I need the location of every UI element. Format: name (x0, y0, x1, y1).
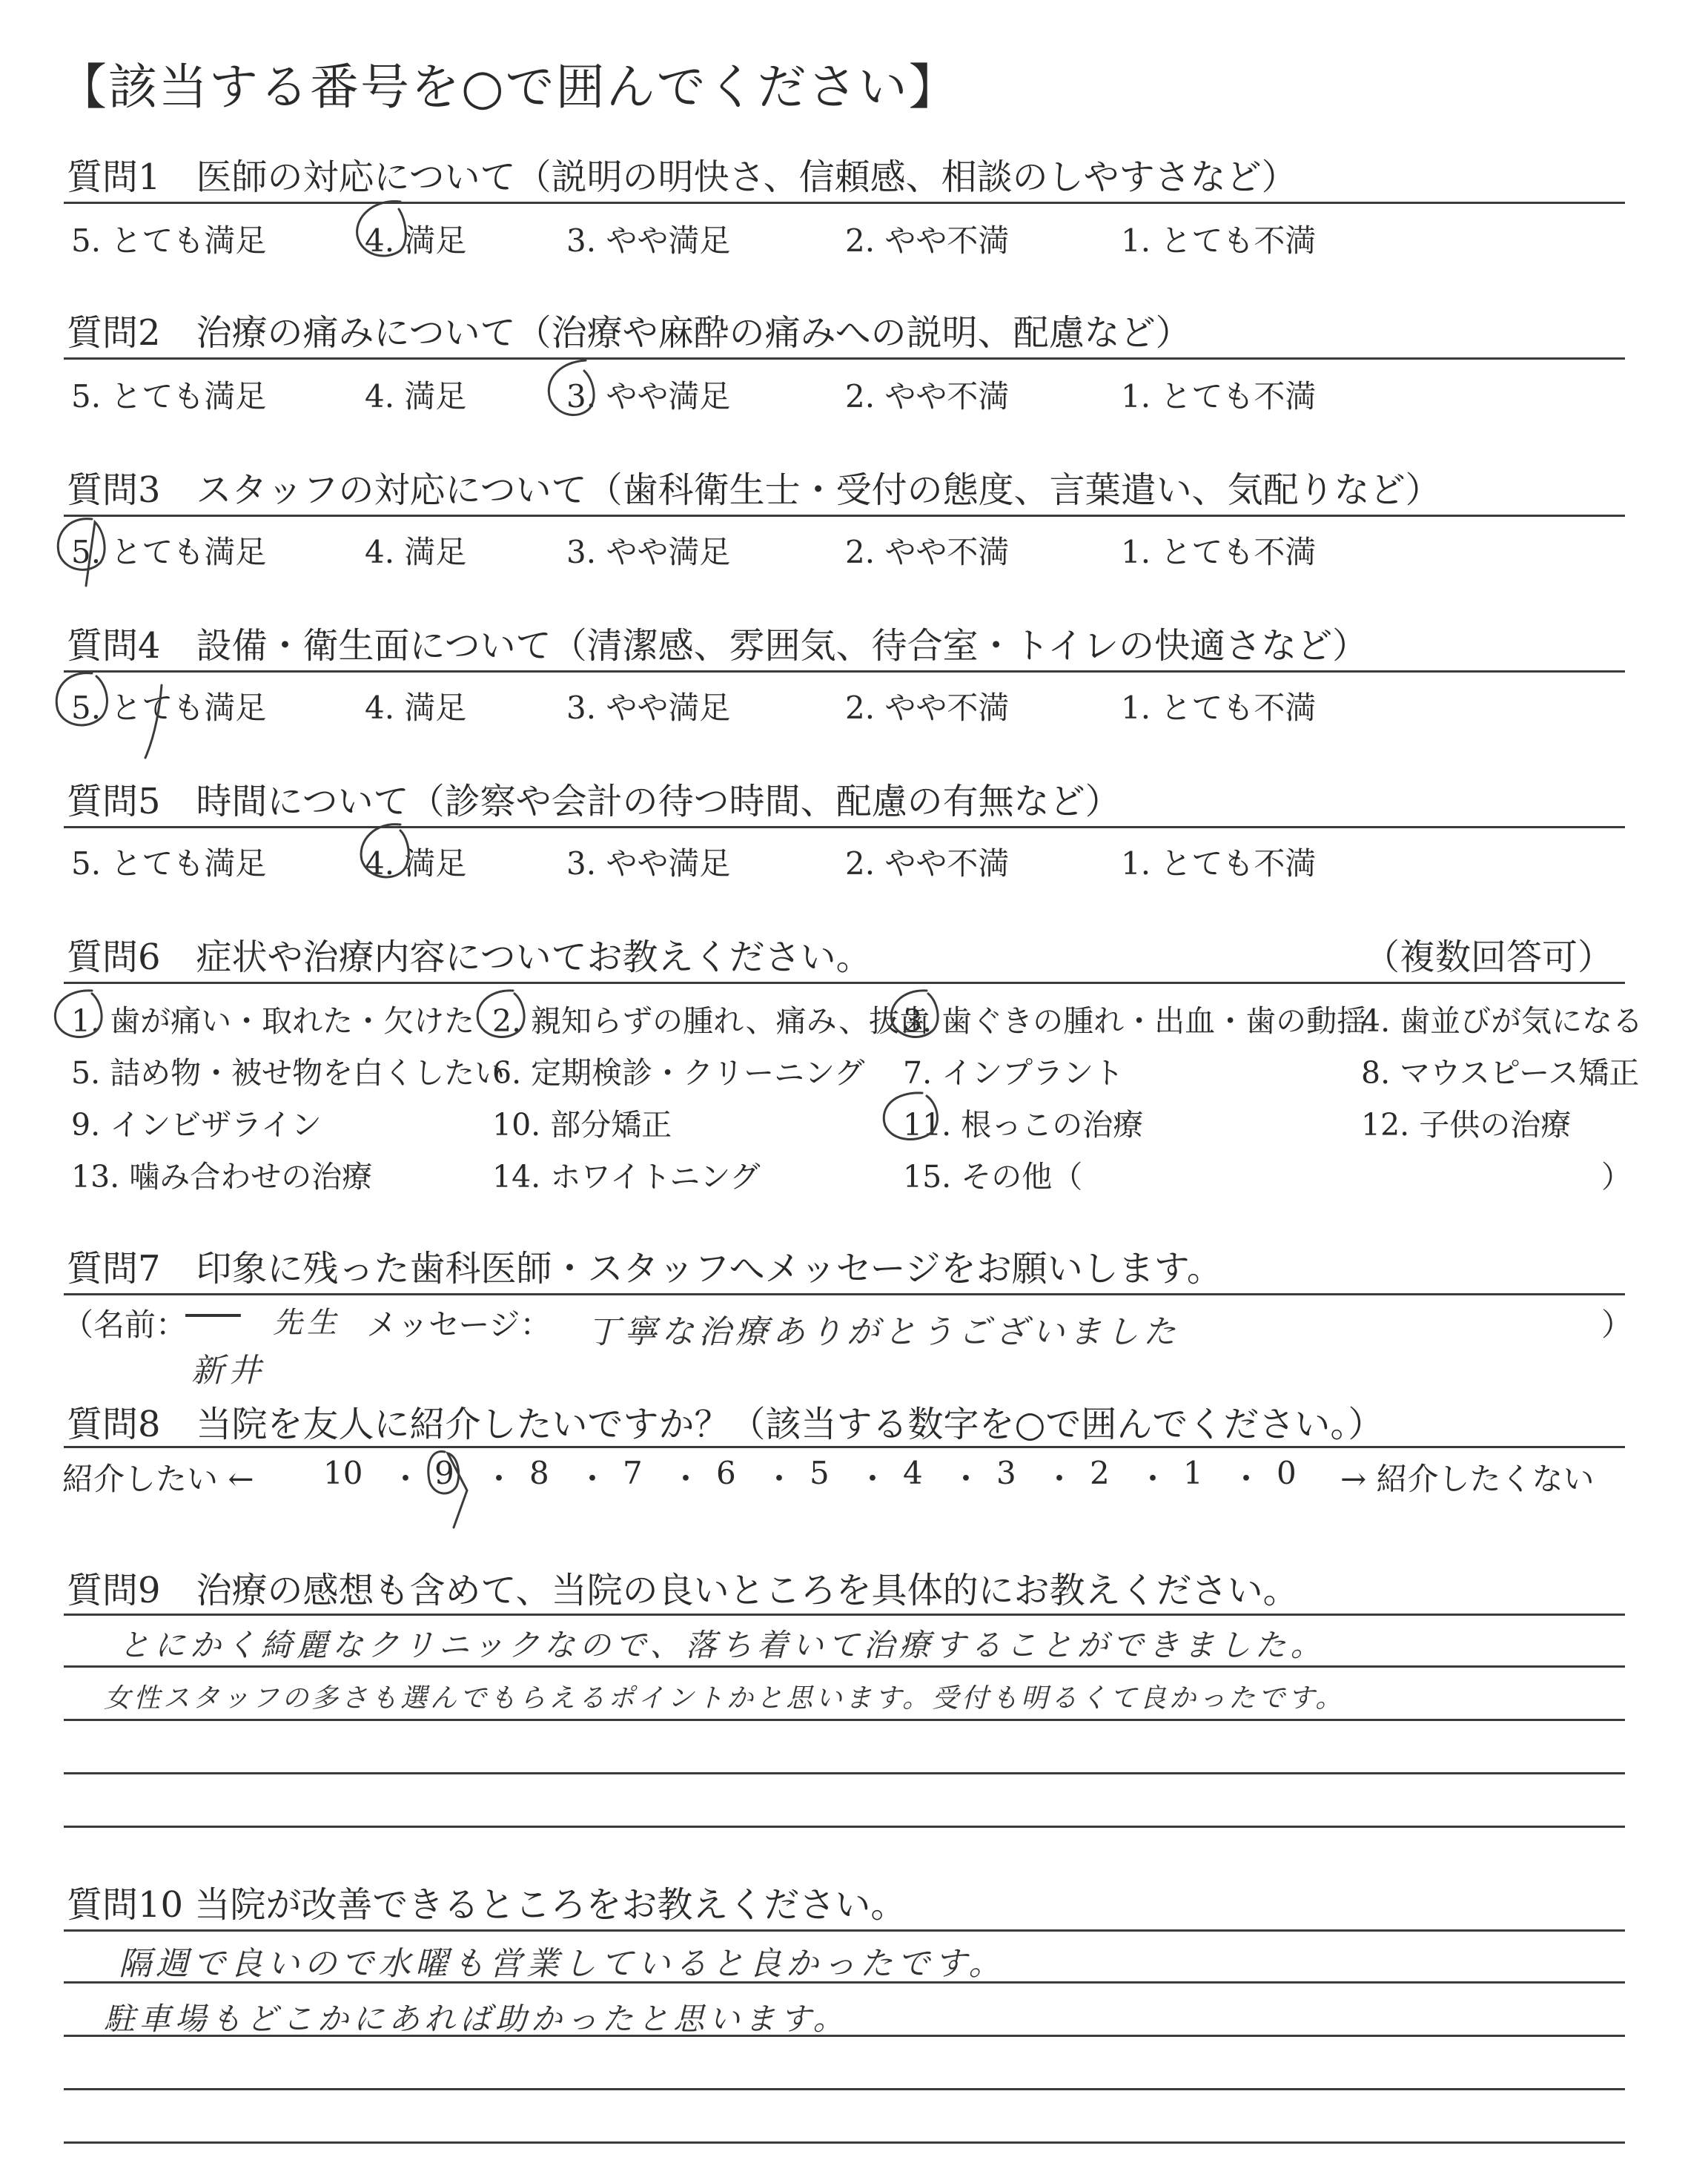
scale-separator: ・ (577, 1461, 609, 1497)
q6-item-13[interactable]: 13. 噛み合わせの治療 (71, 1159, 373, 1195)
scale-value-5[interactable]: 5 (810, 1455, 830, 1491)
divider (64, 1446, 1625, 1448)
q3-option-5[interactable]: 5. とても満足 (71, 534, 267, 570)
divider (64, 826, 1625, 828)
q6-item-7[interactable]: 7. インプラント (903, 1055, 1125, 1091)
q4-option-4[interactable]: 4. 満足 (365, 690, 467, 726)
q4-option-5[interactable]: 5. とても満足 (71, 690, 267, 726)
divider (64, 1293, 1625, 1295)
q1-option-5[interactable]: 5. とても満足 (71, 222, 267, 259)
q6-item-8[interactable]: 8. マウスピース矯正 (1361, 1055, 1640, 1091)
q6-item-14[interactable]: 14. ホワイトニング (492, 1159, 761, 1195)
q10-answer-line-1: 隔週で良いので水曜も営業していると良かったです。 (119, 1945, 1006, 1983)
divider (64, 982, 1625, 984)
page-title: 【該当する番号を○で囲んでください】 (58, 59, 959, 116)
divider (64, 515, 1625, 517)
q3-option-1[interactable]: 1. とても不満 (1121, 534, 1317, 570)
answer-line (64, 1826, 1625, 1828)
divider (64, 202, 1625, 204)
answer-line (64, 1719, 1625, 1721)
message-close: ） (1601, 1307, 1633, 1343)
q6-item-12[interactable]: 12. 子供の治療 (1361, 1107, 1572, 1143)
question-5-title: 質問5 時間について（診察や会計の待つ時間、配慮の有無など） (67, 781, 1121, 822)
scale-value-10[interactable]: 10 (323, 1455, 363, 1491)
question-8-title: 質問8 当院を友人に紹介したいですか？（該当する数字を○で囲んでください。） (67, 1404, 1384, 1445)
q4-option-2[interactable]: 2. やや不満 (845, 690, 1010, 726)
question-1-title: 質問1 医師の対応について（説明の明快さ、信頼感、相談のしやすさなど） (67, 156, 1297, 198)
scale-right-label: → 紹介したくない (1340, 1461, 1595, 1497)
q2-option-2[interactable]: 2. やや不満 (845, 378, 1010, 415)
q5-option-4[interactable]: 4. 満足 (365, 845, 467, 882)
q5-option-2[interactable]: 2. やや不満 (845, 845, 1010, 882)
question-7-title: 質問7 印象に残った歯科医師・スタッフへメッセージをお願いします。 (67, 1248, 1222, 1289)
scale-left-label: 紹介したい ← (62, 1461, 254, 1497)
scale-value-4[interactable]: 4 (903, 1455, 923, 1491)
scale-value-0[interactable]: 0 (1277, 1455, 1297, 1491)
q5-option-5[interactable]: 5. とても満足 (71, 845, 267, 882)
scale-separator: ・ (390, 1461, 422, 1497)
scale-value-3[interactable]: 3 (996, 1455, 1016, 1491)
q6-item-9[interactable]: 9. インビザライン (71, 1107, 322, 1143)
question-6-title: 質問6 症状や治療内容についてお教えください。 (67, 937, 872, 978)
scale-separator: ・ (1231, 1461, 1262, 1497)
scale-value-2[interactable]: 2 (1090, 1455, 1110, 1491)
scale-value-6[interactable]: 6 (716, 1455, 736, 1491)
q6-item-1[interactable]: 1. 歯が痛い・取れた・欠けた (71, 1003, 475, 1039)
scale-value-8[interactable]: 8 (529, 1455, 549, 1491)
question-9-title: 質問9 治療の感想も含めて、当院の良いところを具体的にお教えください。 (67, 1570, 1299, 1611)
answer-line (64, 1614, 1625, 1616)
message-label: メッセージ： (366, 1307, 552, 1343)
question-10-title: 質問10 当院が改善できるところをお教えください。 (67, 1884, 907, 1926)
q1-option-3[interactable]: 3. やや満足 (566, 222, 731, 259)
message-handwriting: 丁寧な治療ありがとうございました (587, 1313, 1180, 1351)
q2-option-5[interactable]: 5. とても満足 (71, 378, 267, 415)
q1-option-2[interactable]: 2. やや不満 (845, 222, 1010, 259)
q10-answer-line-2: 駐車場もどこかにあれば助かったと思います。 (104, 2001, 849, 2037)
q5-option-3[interactable]: 3. やや満足 (566, 845, 731, 882)
scale-separator: ・ (1044, 1461, 1076, 1497)
q6-item-6[interactable]: 6. 定期検診・クリーニング (492, 1055, 865, 1091)
q5-option-1[interactable]: 1. とても不満 (1121, 845, 1317, 882)
question-3-title: 質問3 スタッフの対応について（歯科衛生士・受付の態度、言葉遣い、気配りなど） (67, 469, 1441, 511)
divider (64, 670, 1625, 673)
question-4-title: 質問4 設備・衛生面について（清潔感、雰囲気、待合室・トイレの快適さなど） (67, 625, 1368, 667)
q2-option-1[interactable]: 1. とても不満 (1121, 378, 1317, 415)
answer-line (64, 1772, 1625, 1774)
q1-option-4[interactable]: 4. 満足 (365, 222, 467, 259)
q2-option-4[interactable]: 4. 満足 (365, 378, 467, 415)
question-2-title: 質問2 治療の痛みについて（治療や麻酔の痛みへの説明、配慮など） (67, 312, 1191, 354)
q3-option-2[interactable]: 2. やや不満 (845, 534, 1010, 570)
answer-line (64, 1665, 1625, 1668)
q4-option-1[interactable]: 1. とても不満 (1121, 690, 1317, 726)
q6-item-4[interactable]: 4. 歯並びが気になる (1361, 1003, 1644, 1039)
q6-item-15[interactable]: 15. その他（ (903, 1159, 1083, 1195)
scale-value-9[interactable]: 9 (434, 1455, 454, 1491)
q6-item-2[interactable]: 2. 親知らずの腫れ、痛み、抜歯 (492, 1003, 930, 1039)
answer-line (64, 1929, 1625, 1932)
scale-separator: ・ (1137, 1461, 1169, 1497)
q6-other-close: ） (1601, 1159, 1632, 1195)
answer-line (64, 2088, 1625, 2090)
q2-option-3[interactable]: 3. やや満足 (566, 378, 731, 415)
q4-option-3[interactable]: 3. やや満足 (566, 690, 731, 726)
q6-item-10[interactable]: 10. 部分矯正 (492, 1107, 672, 1143)
scale-value-1[interactable]: 1 (1183, 1455, 1203, 1491)
scale-value-7[interactable]: 7 (623, 1455, 643, 1491)
answer-line (64, 2141, 1625, 2144)
scale-separator: ・ (764, 1461, 795, 1497)
q6-item-5[interactable]: 5. 詰め物・被せ物を白くしたい (71, 1055, 506, 1091)
q9-answer-line-1: とにかく綺麗なクリニックなので、落ち着いて治療することができました。 (119, 1627, 1326, 1663)
multiple-answer-note: （複数回答可） (1364, 937, 1614, 978)
q9-answer-line-2: 女性スタッフの多さも選んでもらえるポイントかと思います。受付も明るくて良かったです。 (104, 1683, 1345, 1714)
q1-option-1[interactable]: 1. とても不満 (1121, 222, 1317, 259)
q6-item-11[interactable]: 11. 根っこの治療 (903, 1107, 1144, 1143)
sensei-handwriting: 先生 (273, 1306, 341, 1340)
q3-option-4[interactable]: 4. 満足 (365, 534, 467, 570)
scale-separator: ・ (483, 1461, 515, 1497)
scale-separator: ・ (950, 1461, 982, 1497)
name-handwriting: 新井 (191, 1352, 265, 1390)
q6-item-3[interactable]: 3. 歯ぐきの腫れ・出血・歯の動揺 (903, 1003, 1368, 1039)
scale-separator: ・ (857, 1461, 889, 1497)
crossed-out-name (185, 1298, 241, 1332)
name-label: （名前： (62, 1307, 188, 1343)
q3-option-3[interactable]: 3. やや満足 (566, 534, 731, 570)
divider (64, 357, 1625, 360)
scale-separator: ・ (670, 1461, 702, 1497)
